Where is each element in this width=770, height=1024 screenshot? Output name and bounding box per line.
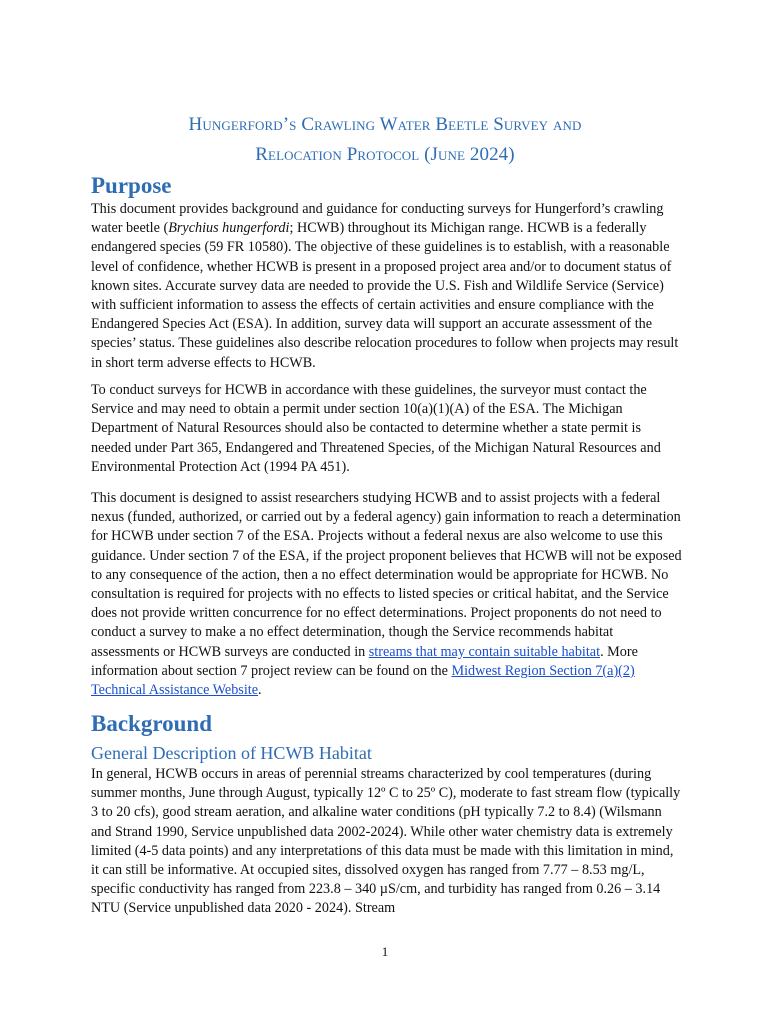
purpose-p1-text-b: ; HCWB) throughout its Michigan range. HCWB is a federally endangered species (59 FR 10580). The objective of these guidelines is to establish, with a reasonable level of confidence, whether HCWB is present in a proposed project area and/or to document status of known sites. Accurate survey data are needed to provide the U.S. Fish and Wildlife Service (Service) with sufficient information to assess the effects of certain activities and ensure compliance with the Endangered Species Act (ESA). In addition, survey data will support an accurate assessment of the species’ status. These guidelines also describe relocation procedures to follow when projects may result in short term adverse effects to HCWB. [91,220,679,371]
purpose-paragraph-2: To conduct surveys for HCWB in accordance with these guidelines, the surveyor must contact the Service and may need to obtain a permit under section 10(a)(1)(A) of the ESA. The Michigan Department of Natural Resources should also be contacted to determine whether a state permit is needed under Part 365, Endangered and Threatened Species, of the Michigan Natural Resources and Environmental Protection Act (1994 PA 451). [91,382,661,475]
page-number: 1 [381,944,389,959]
species-name: Brychius hungerfordi [168,220,290,237]
purpose-section [91,172,682,373]
background-heading: Background [91,711,213,736]
habitat-subheading: General Description of HCWB Habitat [91,743,372,763]
purpose-p3-text-a: This document is designed to assist researchers studying HCWB and to assist projects with a federal nexus (funded, authorized, or carried out by a federal agency) gain information to reach a determination for HCWB under section 7 of the ESA. Projects without a federal nexus are also welcome to use this guidance. Under section 7 of the ESA, if the project proponent believes that HCWB will not be exposed to any consequence of the action, then a no effect determination would be appropriate for HCWB. No consultation is required for projects with no effects to listed species or critical habitat, and the Service does not provide written concurrence for no effect determinations. Project proponents do not need to conduct a survey to make a no effect determination, though the Service recommends habitat assessments or HCWB surveys are conducted in [91,490,682,660]
section7-website-link[interactable]: Midwest Region Section 7(a)(2) Technical Assistance Website [91,662,635,699]
purpose-paragraph-2-block [91,381,682,477]
background-section [91,710,682,919]
purpose-p1-text-a: This document provides background and guidance for conducting surveys for Hungerford’s crawling water beetle ( [91,201,664,237]
background-paragraph-1: In general, HCWB occurs in areas of perennial streams characterized by cool temperatures (during summer months, June through August, typically 12º C to 25º C), moderate to fast stream flow (typically 3 to 20 cfs), good stream aeration, and alkaline water conditions (pH typically 7.2 to 8.4) (Wilsmann and Strand 1990, Service unpublished data 2002-2024). While other water chemistry data is extremely limited (4-5 data points) and any interpretations of this data must be made with this limitation in mind, it can still be informative. At occupied sites, dissolved oxygen has ranged from 7.77 – 8.53 mg/L, specific conductivity has ranged from 223.8 – 340 µS/cm, and turbidity has ranged from 0.26 – 3.14 NTU (Service unpublished data 2020 - 2024). Stream [91,766,681,917]
purpose-paragraph-1 [91,200,682,373]
title-line-1: Hungerford’s Crawling Water Beetle Survey and [188,114,582,135]
suitable-habitat-link[interactable]: streams that may contain suitable habitat [368,643,601,660]
purpose-paragraph-3 [91,489,682,700]
purpose-paragraph-3-block [91,489,682,700]
title-line-2: Relocation Protocol (June 2024) [255,144,515,165]
purpose-heading: Purpose [91,173,172,198]
purpose-p3-text-c: . [258,682,262,699]
document-title [90,110,680,170]
purpose-p3-text-b: . More information about section 7 project review can be found on the [91,643,638,679]
